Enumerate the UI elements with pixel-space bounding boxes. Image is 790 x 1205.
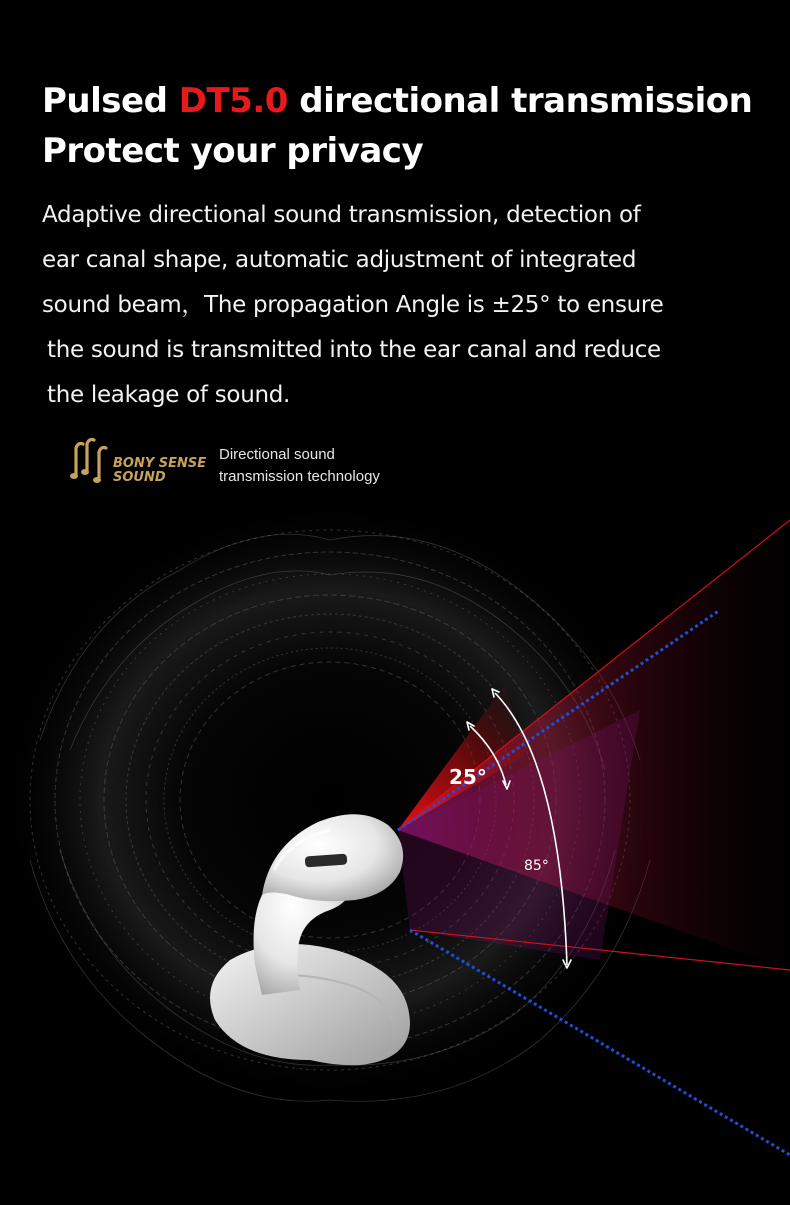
music-notes-icon [76,440,106,479]
badge-caption-line: Directional sound [219,446,335,463]
inner-angle-label: 25° [449,765,487,789]
earbud-illustration [0,500,790,1205]
technology-badge [70,436,410,496]
description [42,193,742,418]
description-line: the sound is transmitted into the ear canal and reduce [47,337,661,363]
headline-subtitle: Protect your privacy [42,131,424,171]
logo-line1: BONY SENSE [113,456,207,471]
headline [42,76,752,176]
bony-sense-sound-logo [70,436,210,488]
description-line: the leakage of sound. [47,382,291,408]
headline-prefix: Pulsed [42,81,179,121]
description-line: ear canal shape, automatic adjustment of integrated [42,247,637,273]
headline-suffix: directional transmission [287,81,753,121]
logo-line2: SOUND [113,470,166,485]
description-line: sound beam，The propagation Angle is ±25° to ensure [42,292,664,318]
description-line: Adaptive directional sound transmission, detection of [42,202,641,228]
outer-angle-label: 85° [524,858,549,874]
badge-caption-line: transmission technology [219,468,380,485]
badge-caption [219,444,380,488]
headline-accent: DT5.0 [178,81,288,121]
